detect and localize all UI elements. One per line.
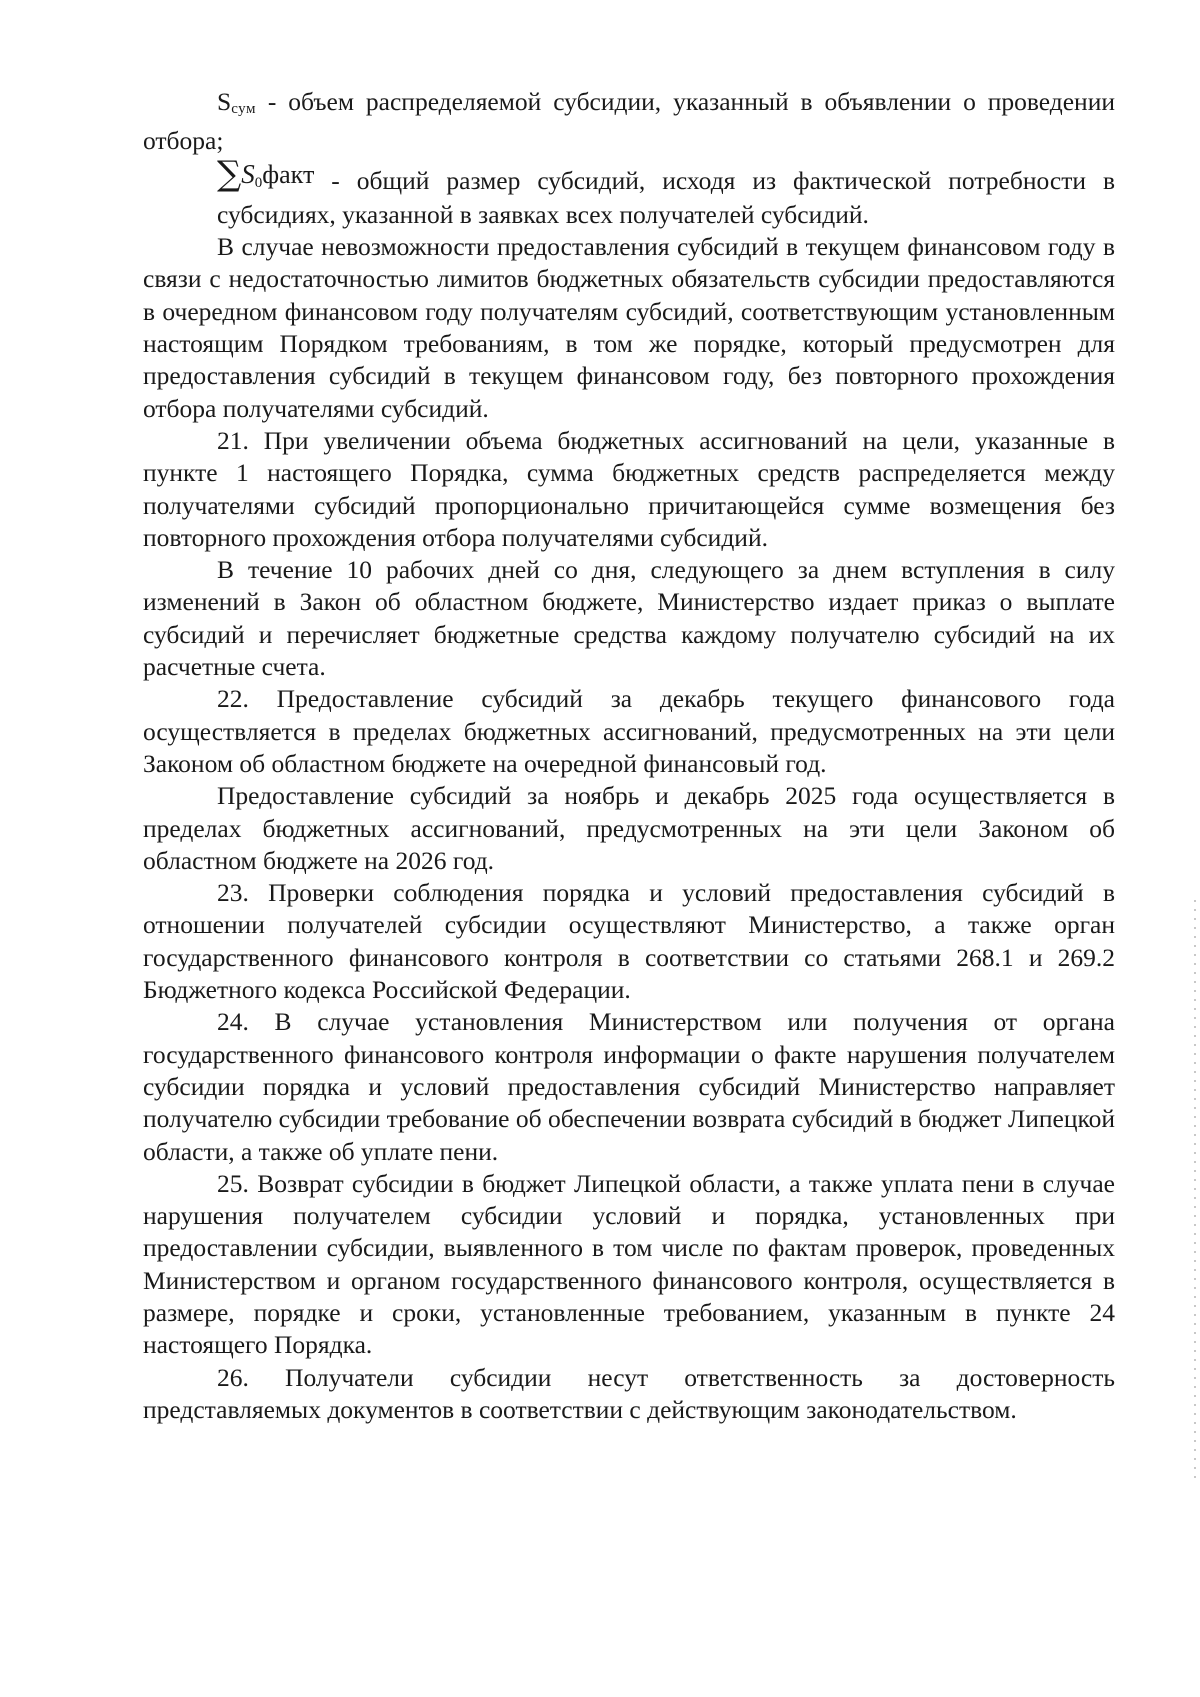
sum-fact-definition-text: - общий размер субсидий, исходя из фактической потребности в субсидиях, указанной в заявках всех получателей субсидий.	[217, 165, 1115, 229]
paragraph-22-continued: Предоставление субсидий за ноябрь и декабрь 2025 года осуществляется в пределах бюджетных ассигнований, предусмотренных на эти цели Законом об областном бюджете на 2026 год.	[143, 781, 1115, 875]
paragraph-21-continued: В течение 10 рабочих дней со дня, следующего за днем вступления в силу изменений в Закон об областном бюджете, Министерство издает приказ о выплате субсидий и перечисляет бюджетные средства каждому получателю субсидий на их расчетные счета.	[143, 555, 1115, 682]
paragraph-22: 22. Предоставление субсидий за декабрь текущего финансового года осуществляется в пределах бюджетных ассигнований, предусмотренных на эти цели Законом об областном бюджете на очередной финансовый год.	[143, 684, 1115, 778]
paragraph-24: 24. В случае установления Министерством или получения от органа государственного финансового контроля информации о факте нарушения получателем субсидии порядка и условий предоставления субсидий Министерство направляет получателю субсидии требование об обеспечении возврата субсидий в бюджет Липецкой области, а также об уплате пени.	[143, 1007, 1115, 1166]
sigma-symbol: ∑	[217, 153, 242, 194]
paragraph-21: 21. При увеличении объема бюджетных ассигнований на цели, указанные в пункте 1 настоящего Порядка, сумма бюджетных средств распределяется между получателями субсидий пропорционально причитающейся сумме возмещения без повторного прохождения отбора получателями субсидий.	[143, 425, 1115, 552]
paragraph-ssum-definition	[143, 86, 1115, 158]
paragraph-impossibility: В случае невозможности предоставления субсидий в текущем финансовом году в связи с недостаточностью лимитов бюджетных обязательств субсидии предоставляются в очередном финансовом году получателям субсидий, соответствующим установленным настоящим Порядком требованиям, в том же порядке, который предусмотрен для предоставления субсидий в текущем финансовом году, без повторного прохождения отбора получателями субсидий.	[143, 232, 1115, 423]
paragraph-25: 25. Возврат субсидии в бюджет Липецкой области, а также уплата пени в случае нарушения получателем субсидии условий и порядка, установленных при предоставлении субсидии, выявленного в том числе по фактам проверок, проведенных Министерством и органом государственного финансового контроля, осуществляется в размере, порядке и сроки, установленные требованием, указанным в пункте 24 настоящего Порядка.	[143, 1168, 1115, 1360]
sum-fact-formula: ∑S0факт	[217, 153, 315, 194]
document-body	[143, 86, 1115, 1426]
paragraph-sum-fact-definition	[143, 153, 1115, 232]
ssum-symbol: $S_{сум}$	[217, 87, 256, 117]
paragraph-26: 26. Получатели субсидии несут ответственность за достоверность представляемых документов в соответствии с действующим законодательством.	[143, 1362, 1115, 1424]
paragraph-23: 23. Проверки соблюдения порядка и условий предоставления субсидий в отношении получателей субсидии осуществляют Министерство, а также орган государственного финансового контроля в соответствии со статьями 268.1 и 269.2 Бюджетного кодекса Российской Федерации.	[143, 878, 1115, 1005]
ssum-definition-text: - объем распределяемой субсидии, указанный в объявлении о проведении отбора;	[143, 87, 1115, 156]
scan-edge-marks	[1194, 900, 1196, 1480]
